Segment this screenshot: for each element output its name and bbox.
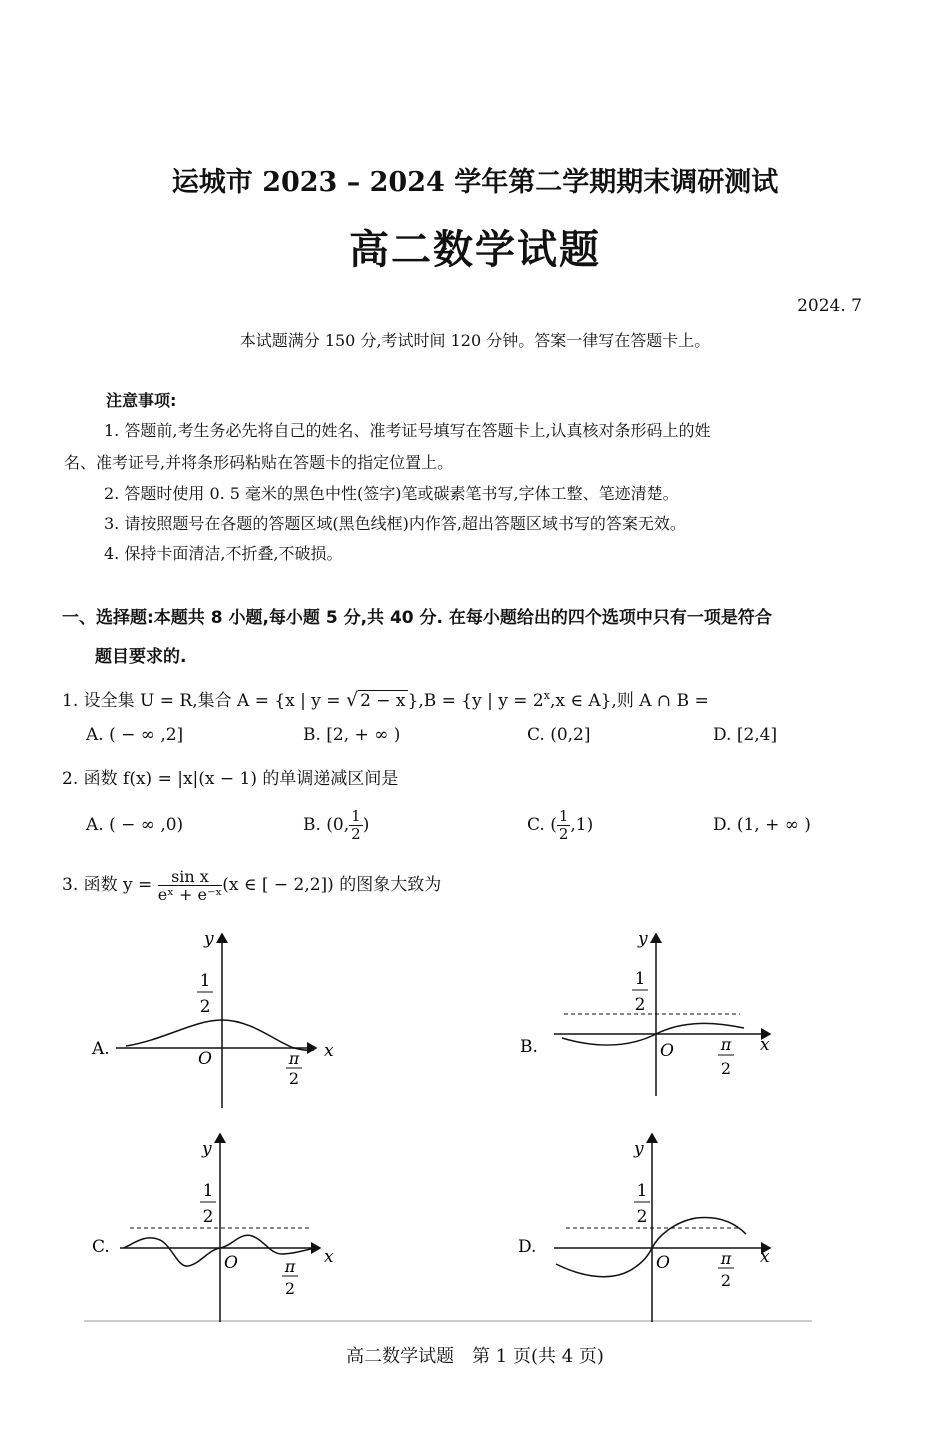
exam-date: 2024. 7 bbox=[797, 296, 862, 316]
q2-option-a: A. ( − ∞ ,0) bbox=[86, 815, 184, 835]
panel-label: C. bbox=[92, 1237, 110, 1257]
q1-sqrt: 2 − x bbox=[360, 691, 406, 711]
x-label: x bbox=[760, 1247, 770, 1267]
q1-option-d: D. [2,4] bbox=[713, 725, 778, 745]
pi-den: 2 bbox=[284, 1279, 296, 1298]
panel-label: B. bbox=[520, 1037, 538, 1057]
notice-item-2: 2. 答题时使用 0. 5 毫米的黑色中性(签字)笔或碳素笔书写,字体工整、笔迹清楚。 bbox=[104, 484, 679, 503]
graph-panel-c bbox=[92, 1134, 334, 1322]
half-num: 1 bbox=[199, 971, 211, 991]
q1-stem-c: ,x ∈ A},则 A ∩ B = bbox=[549, 691, 709, 711]
q2b-post: ) bbox=[362, 815, 370, 835]
exam-title: 运城市 2023 – 2024 学年第二学期期末调研测试 bbox=[171, 167, 779, 198]
frac-num: 1 bbox=[558, 807, 569, 825]
origin-label: O bbox=[224, 1253, 238, 1273]
half-den: 2 bbox=[199, 997, 211, 1017]
q1-stem-b: },B = {y | y = 2 bbox=[407, 691, 544, 711]
q2-option-c bbox=[527, 808, 593, 843]
origin-label: O bbox=[656, 1253, 670, 1273]
section-heading-cont: 题目要求的. bbox=[95, 647, 187, 667]
y-label: y bbox=[202, 1139, 212, 1159]
pi-num: π bbox=[284, 1257, 296, 1276]
question-1 bbox=[62, 686, 709, 711]
pi-den: 2 bbox=[720, 1059, 732, 1078]
graph-panel-b bbox=[520, 929, 770, 1096]
frac-num: 1 bbox=[351, 807, 361, 825]
half-den: 2 bbox=[636, 1207, 648, 1227]
q2c-pre: C. ( bbox=[527, 815, 557, 835]
panel-label: A. bbox=[92, 1039, 110, 1059]
q1-option-b: B. [2, + ∞ ) bbox=[303, 725, 401, 745]
q1-stem-a: U = R,集合 A = {x | y = bbox=[140, 691, 346, 711]
q2-option-d: D. (1, + ∞ ) bbox=[713, 815, 811, 835]
y-label: y bbox=[204, 929, 214, 949]
pi-num: π bbox=[720, 1249, 732, 1268]
notice-item-1: 1. 答题前,考生务必先将自己的姓名、准考证号填写在答题卡上,认真核对条形码上的姓 bbox=[104, 421, 711, 440]
graph-panel-d bbox=[518, 1134, 770, 1322]
origin-label: O bbox=[198, 1049, 212, 1069]
q3-num: sin x bbox=[158, 868, 223, 886]
pi-num: π bbox=[720, 1035, 732, 1054]
q3-prefix: 3. 函数 y = bbox=[62, 875, 158, 895]
panel-label: D. bbox=[518, 1237, 537, 1257]
y-label: y bbox=[634, 1139, 644, 1159]
frac-den: 2 bbox=[558, 825, 569, 843]
half-den: 2 bbox=[202, 1207, 214, 1227]
q1-option-a: A. ( − ∞ ,2] bbox=[86, 725, 184, 745]
section-heading: 一、选择题:本题共 8 小题,每小题 5 分,共 40 分. 在每小题给出的四个选项中只有一项是符合 bbox=[62, 608, 772, 628]
question-2: 2. 函数 f(x) = |x|(x − 1) 的单调递减区间是 bbox=[62, 769, 399, 789]
fraction-half bbox=[349, 808, 363, 843]
q3-den: eˣ + e⁻ˣ bbox=[157, 885, 223, 904]
frac-den: 2 bbox=[351, 825, 361, 843]
notice-item-1-cont: 名、准考证号,并将条形码粘贴在答题卡的指定位置上。 bbox=[64, 453, 454, 472]
q1-sup: x bbox=[543, 689, 550, 702]
notice-title: 注意事项: bbox=[106, 391, 177, 410]
q3-suffix: (x ∈ [ − 2,2]) 的图象大致为 bbox=[222, 875, 442, 895]
half-num: 1 bbox=[634, 969, 646, 989]
half-num: 1 bbox=[636, 1181, 648, 1201]
fraction-half bbox=[557, 808, 571, 843]
notice-item-3: 3. 请按照题号在各题的答题区域(黑色线框)内作答,超出答题区域书写的答案无效。 bbox=[104, 514, 686, 533]
x-label: x bbox=[324, 1041, 334, 1061]
origin-label: O bbox=[660, 1041, 674, 1061]
half-den: 2 bbox=[634, 995, 646, 1015]
exam-subtitle: 高二数学试题 bbox=[349, 226, 601, 273]
page-footer: 高二数学试题 第 1 页(共 4 页) bbox=[346, 1346, 604, 1367]
notice-item-4: 4. 保持卡面清洁,不折叠,不破损。 bbox=[104, 544, 343, 563]
y-label: y bbox=[638, 929, 648, 949]
q2c-post: ,1) bbox=[570, 815, 594, 835]
x-label: x bbox=[760, 1035, 770, 1055]
curve bbox=[126, 1020, 314, 1050]
q3-fraction bbox=[158, 868, 223, 903]
graph-panel-a bbox=[91, 929, 334, 1108]
exam-intro: 本试题满分 150 分,考试时间 120 分钟。答案一律写在答题卡上。 bbox=[239, 331, 711, 350]
pi-den: 2 bbox=[288, 1069, 300, 1088]
curve bbox=[556, 1218, 746, 1277]
q1-option-c: C. (0,2] bbox=[527, 725, 591, 745]
q2b-pre: B. (0, bbox=[303, 815, 350, 835]
q2-option-b bbox=[303, 808, 369, 843]
q1-prefix: 1. 设全集 bbox=[62, 691, 141, 711]
sqrt-icon: √ bbox=[345, 689, 359, 711]
question-3 bbox=[62, 868, 441, 903]
pi-den: 2 bbox=[720, 1271, 732, 1290]
half-num: 1 bbox=[202, 1181, 214, 1201]
pi-num: π bbox=[288, 1049, 300, 1068]
q3-graphs-figure bbox=[84, 928, 812, 1322]
x-label: x bbox=[324, 1247, 334, 1267]
